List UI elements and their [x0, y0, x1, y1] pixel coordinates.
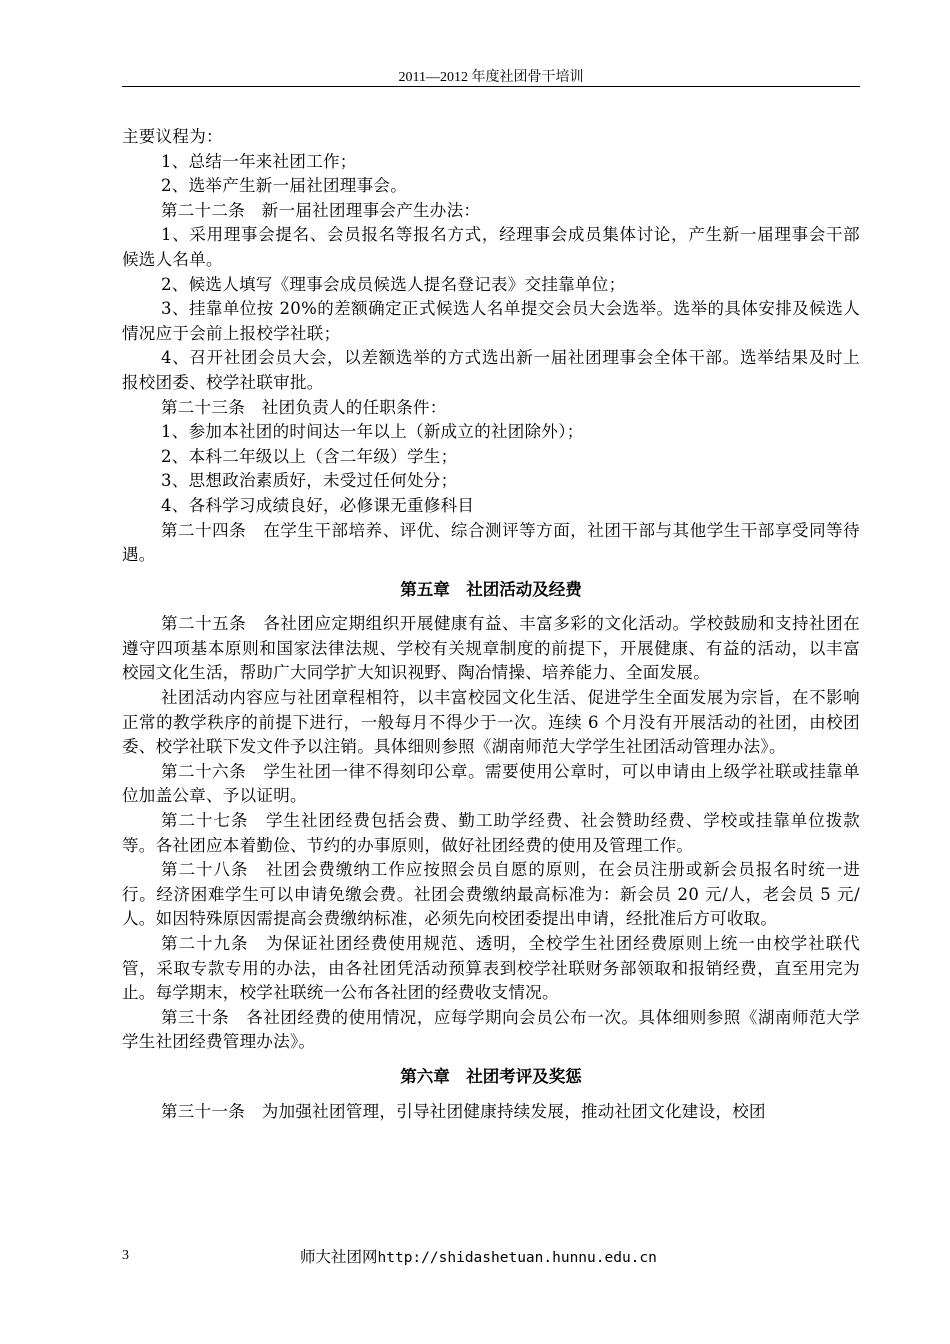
section-chapter6: [122, 1100, 860, 1125]
paragraph: 社团活动内容应与社团章程相符，以丰富校园文化生活、促进学生全面发展为宗旨，在不影响正常的教学秩序的前提下进行，一般每月不得少于一次。连续 6 个月没有开展活动的社团，由校团委、校学社联下发文件予以注销。具体细则参照《湖南师范大学学生社团活动管理办法》。: [122, 688, 860, 757]
paragraph: 1、参加本社团的时间达一年以上（新成立的社团除外）；: [161, 422, 584, 442]
paragraph: 第二十八条 社团会费缴纳工作应按照会员自愿的原则，在会员注册或新会员报名时统一进行。经济困难学生可以申请免缴会费。社团会费缴纳最高标准为：新会员 20 元/人，老会员 5 元/人。如因特殊原因需提高会费缴纳标准，必须先向校团委提出申请，经批准后方可收取。: [122, 860, 860, 929]
paragraph: 主要议程为：: [122, 127, 223, 146]
section-chapter4-tail: [122, 125, 860, 568]
header-divider: [122, 86, 860, 87]
paragraph: 3、思想政治素质好，未受过任何处分；: [161, 471, 458, 491]
paragraph: 第二十四条 在学生干部培养、评优、综合测评等方面，社团干部与其他学生干部享受同等待遇。: [122, 520, 860, 565]
paragraph: 4、召开社团会员大会，以差额选举的方式选出新一届社团理事会全体干部。选举结果及时上报校团委、校学社联审批。: [122, 348, 860, 392]
paragraph: 第三十一条 为加强社团管理，引导社团健康持续发展，推动社团文化建设，校团: [161, 1101, 766, 1121]
paragraph: 第三十条 各社团经费的使用情况，应每学期向会员公布一次。具体细则参照《湖南师范大学学生社团经费管理办法》。: [122, 1007, 860, 1052]
site-url: http://shidashetuan.hunnu.edu.cn: [377, 1250, 657, 1266]
paragraph: 1、采用理事会提名、会员报名等报名方式，经理事会成员集体讨论，产生新一届理事会干部候选人名单。: [122, 225, 860, 269]
running-header: 2011—2012 年度社团骨干培训: [398, 70, 584, 85]
footer-site: [300, 1245, 657, 1267]
section-chapter5: [122, 612, 860, 1055]
paragraph: 3、挂靠单位按 20%的差额确定正式候选人名单提交会员大会选举。选举的具体安排及候选人情况应于会前上报校学社联；: [122, 299, 860, 343]
paragraph: 1、总结一年来社团工作；: [161, 151, 357, 171]
document-body: [122, 125, 860, 1124]
site-name: 师大社团网: [300, 1248, 378, 1266]
chapter-6-title: 第六章 社团考评及奖惩: [400, 1066, 582, 1086]
chapter-5-title: 第五章 社团活动及经费: [400, 579, 582, 599]
paragraph: 第二十五条 各社团应定期组织开展健康有益、丰富多彩的文化活动。学校鼓励和支持社团在遵守四项基本原则和国家法律法规、学校有关规章制度的前提下，开展健康、有益的活动，以丰富校园文化生活，帮助广大同学扩大知识视野、陶冶情操、培养能力、全面发展。: [122, 614, 860, 683]
paragraph: 2、本科二年级以上（含二年级）学生；: [161, 446, 458, 466]
paragraph: 第二十九条 为保证社团经费使用规范、透明，全校学生社团经费原则上统一由校学社联代管，采取专款专用的办法，由各社团凭活动预算表到校学社联财务部领取和报销经费，直至用完为止。每学期末，校学社联统一公布各社团的经费收支情况。: [122, 934, 860, 1003]
paragraph: 第二十二条 新一届社团理事会产生办法：: [161, 200, 481, 220]
paragraph: 第二十三条 社团负责人的任职条件：: [161, 397, 447, 417]
paragraph: 2、选举产生新一届社团理事会。: [161, 176, 407, 196]
chapter-heading-6: [122, 1065, 860, 1090]
chapter-heading-5: [122, 578, 860, 603]
page-number: 3: [122, 1248, 129, 1263]
paragraph: 第二十六条 学生社团一律不得刻印公章。需要使用公章时，可以申请由上级学社联或挂靠单位加盖公章、予以证明。: [122, 761, 860, 806]
paragraph: 2、候选人填写《理事会成员候选人提名登记表》交挂靠单位；: [161, 274, 626, 294]
paragraph: 4、各科学习成绩良好，必修课无重修科目: [161, 495, 475, 515]
paragraph: 第二十七条 学生社团经费包括会费、勤工助学经费、社会赞助经费、学校或挂靠单位拨款等。各社团应本着勤俭、节约的办事原则，做好社团经费的使用及管理工作。: [122, 811, 860, 855]
